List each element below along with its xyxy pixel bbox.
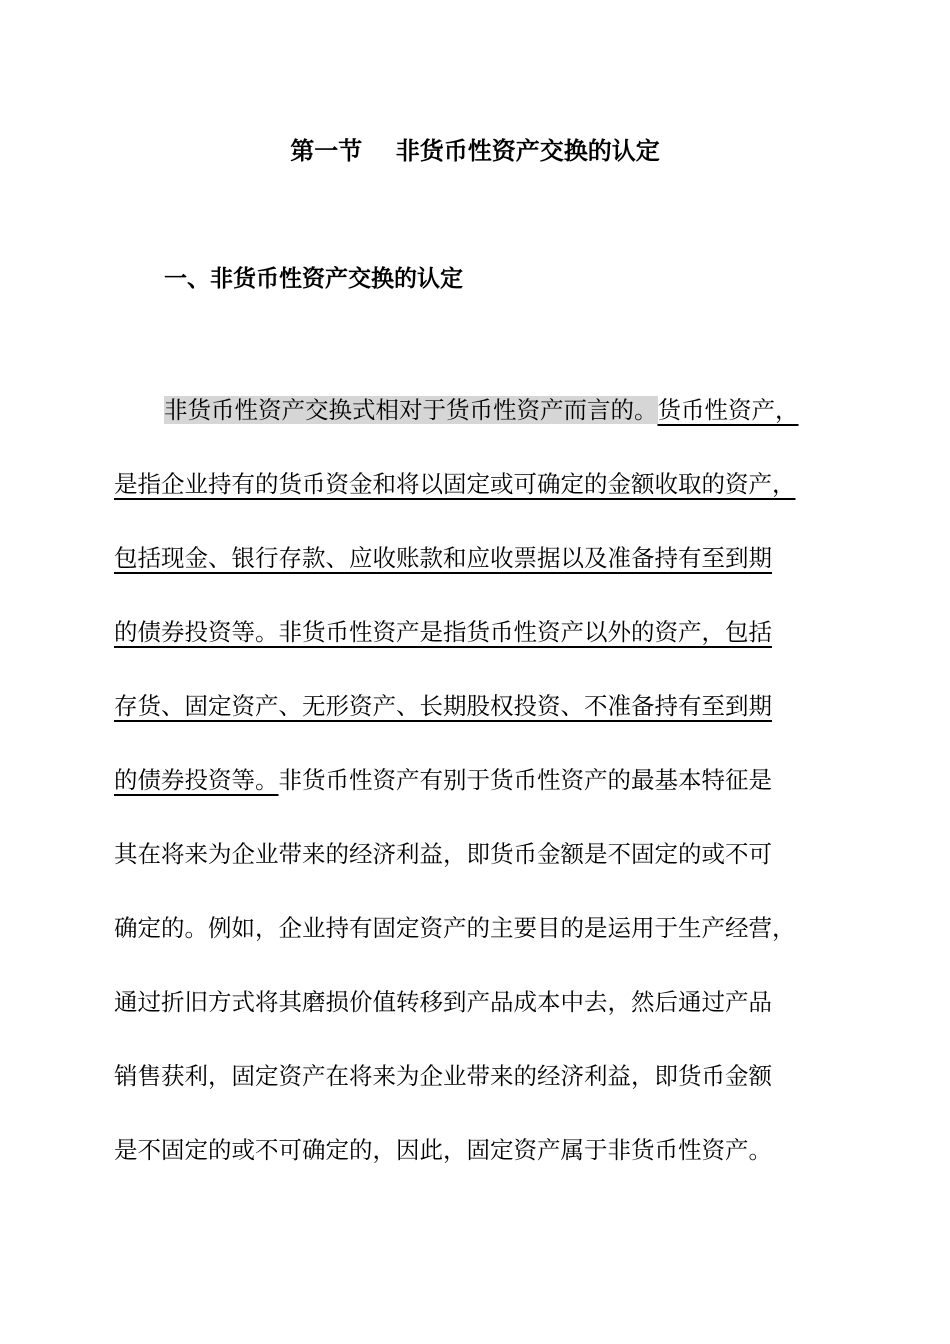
underlined-text: 的债券投资等。 <box>114 766 279 794</box>
paragraph-line <box>114 467 796 501</box>
highlighted-text: 非货币性资产交换式相对于货币性资产而言的。 <box>164 396 658 424</box>
paragraph-line <box>164 393 799 427</box>
plain-text: 是不固定的或不可确定的，因此，固定资产属于非货币性资产。 <box>114 1136 772 1164</box>
paragraph-line <box>114 911 796 945</box>
paragraph-line <box>114 1059 772 1093</box>
plain-text: 销售获利，固定资产在将来为企业带来的经济利益，即货币金额 <box>114 1062 772 1090</box>
plain-text: 其在将来为企业带来的经济利益，即货币金额是不固定的或不可 <box>114 840 772 868</box>
paragraph-line <box>114 615 772 649</box>
subsection-heading: 一、非货币性资产交换的认定 <box>164 266 463 292</box>
section-title: 第一节 非货币性资产交换的认定 <box>290 137 660 165</box>
underlined-text: 包括现金、银行存款、应收账款和应收票据以及准备持有至到期 <box>114 544 772 572</box>
paragraph-line <box>114 1133 772 1167</box>
underlined-text: 货币性资产， <box>657 396 799 424</box>
paragraph-line <box>114 985 772 1019</box>
underlined-text: 存货、固定资产、无形资产、长期股权投资、不准备持有至到期 <box>114 692 772 720</box>
underlined-text: 的债券投资等。非货币性资产是指货币性资产以外的资产，包括 <box>114 618 772 646</box>
plain-text: 非货币性资产有别于货币性资产的最基本特征是 <box>278 766 772 794</box>
underlined-text: 是指企业持有的货币资金和将以固定或可确定的金额收取的资产， <box>114 470 796 498</box>
paragraph-line <box>114 763 772 797</box>
paragraph-line <box>114 689 772 723</box>
plain-text: 确定的。例如，企业持有固定资产的主要目的是运用于生产经营， <box>114 914 796 942</box>
paragraph-line <box>114 541 772 575</box>
plain-text: 通过折旧方式将其磨损价值转移到产品成本中去，然后通过产品 <box>114 988 772 1016</box>
paragraph-line <box>114 837 772 871</box>
